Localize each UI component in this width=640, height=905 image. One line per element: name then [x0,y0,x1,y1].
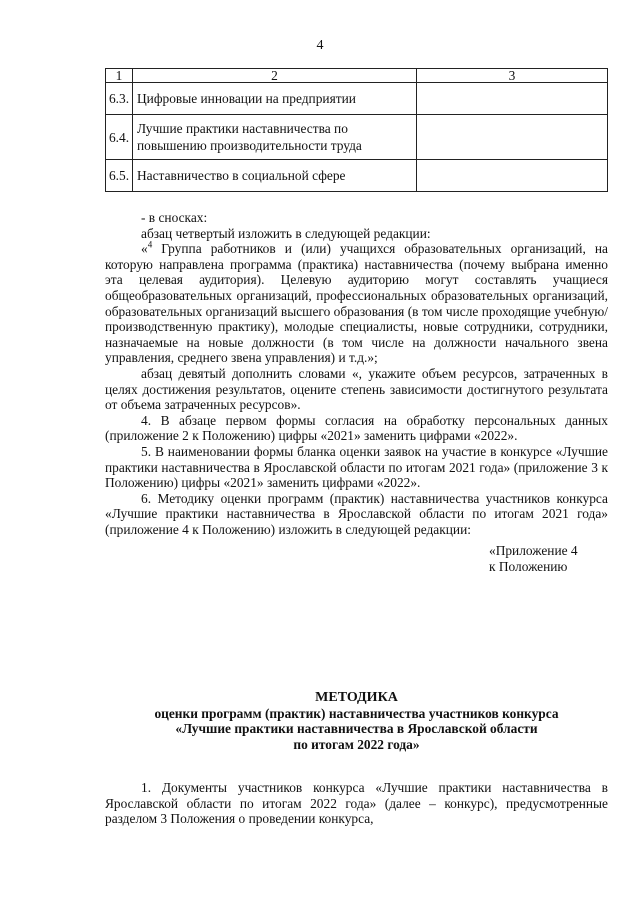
paragraph-footnote-text [105,241,608,366]
paragraph-item-5: 5. В наименовании формы бланка оценки заявок на участие в конкурсе «Лучшие практики наставничества в Ярославской области по итогам 2021 года» (приложение 3 к Положению) цифры «2021» заменить цифрами «2022». [105,443,608,491]
appendix-label-line2: к Положению [489,559,568,575]
paragraph-item-6: 6. Методику оценки программ (практик) наставничества участников конкурса «Лучшие практики наставничества в Ярославской области по итогам 2021 года» (приложение 4 к Положению) изложить в следующей редакции: [105,490,608,537]
table-header-cell: 3 [417,69,608,83]
table-header-cell: 1 [106,69,133,83]
paragraph-fourth-abzac: абзац четвертый изложить в следующей редакции: [141,225,431,241]
row-number: 6.5. [106,160,133,192]
paragraph-item-4: 4. В абзаце первом формы согласия на обработку персональных данных (приложение 2 к Положению) цифры «2021» заменить цифрами «2022». [105,412,608,444]
method-paragraph-1: 1. Документы участников конкурса «Лучшие практики наставничества в Ярославской области по итогам 2022 года» (далее – конкурс), предусмотренные разделом 3 Положения о проведении конкурса, [105,780,608,827]
appendix-label-line1: «Приложение 4 [489,543,578,559]
amendments-text [105,210,608,575]
page-number: 4 [316,38,324,53]
quote-mark: « [141,241,148,257]
row-number: 6.3. [106,83,133,115]
table-row [106,83,608,115]
table-row [106,160,608,192]
row-value [417,83,608,115]
row-number: 6.4. [106,115,133,160]
row-text: Наставничество в социальной сфере [133,160,417,192]
row-value [417,115,608,160]
table-row [106,115,608,160]
table-header-cell: 2 [133,69,417,83]
method-title: МЕТОДИКА [315,690,398,705]
method-body [105,780,608,827]
table-header-row [106,69,608,83]
row-text: Цифровые инновации на предприятии [133,83,417,115]
nominations-table [105,68,608,192]
method-subtitle-line1: оценки программ (практик) наставничества участников конкурса [154,705,559,721]
paragraph-footnotes: - в сносках: [141,210,208,225]
row-text: Лучшие практики наставничества по повышению производительности труда [133,115,417,160]
row-value [417,160,608,192]
method-subtitle-line3: по итогам 2022 года» [293,736,420,752]
paragraph-ninth-abzac: абзац девятый дополнить словами «, укажите объем ресурсов, затраченных в целях достижения результатов, оцените степень зависимости достигнутого результата от объема затраченных ресурсов». [105,365,608,413]
footnote-body: Группа работников и (или) учащихся образовательных организаций, на которую направлена программа (практика) наставничества (почему выбрана именно эта целевая аудитория). Целевую аудиторию могут составлять учащиеся общеобразовательных организаций, профессиональных образовательных организаций, образовательных организаций высшего образования (в том числе проходящие учебную/производственную практику), молодые специалисты, новые сотрудники, сотрудники, назначаемые на новые должности (в том числе на должности начального звена управления, среднего звена управления) и т.д.»; [105,241,608,366]
method-heading [105,690,608,752]
method-subtitle-line2: «Лучшие практики наставничества в Ярославской области [175,721,538,737]
footnote-marker: 4 [147,239,153,250]
